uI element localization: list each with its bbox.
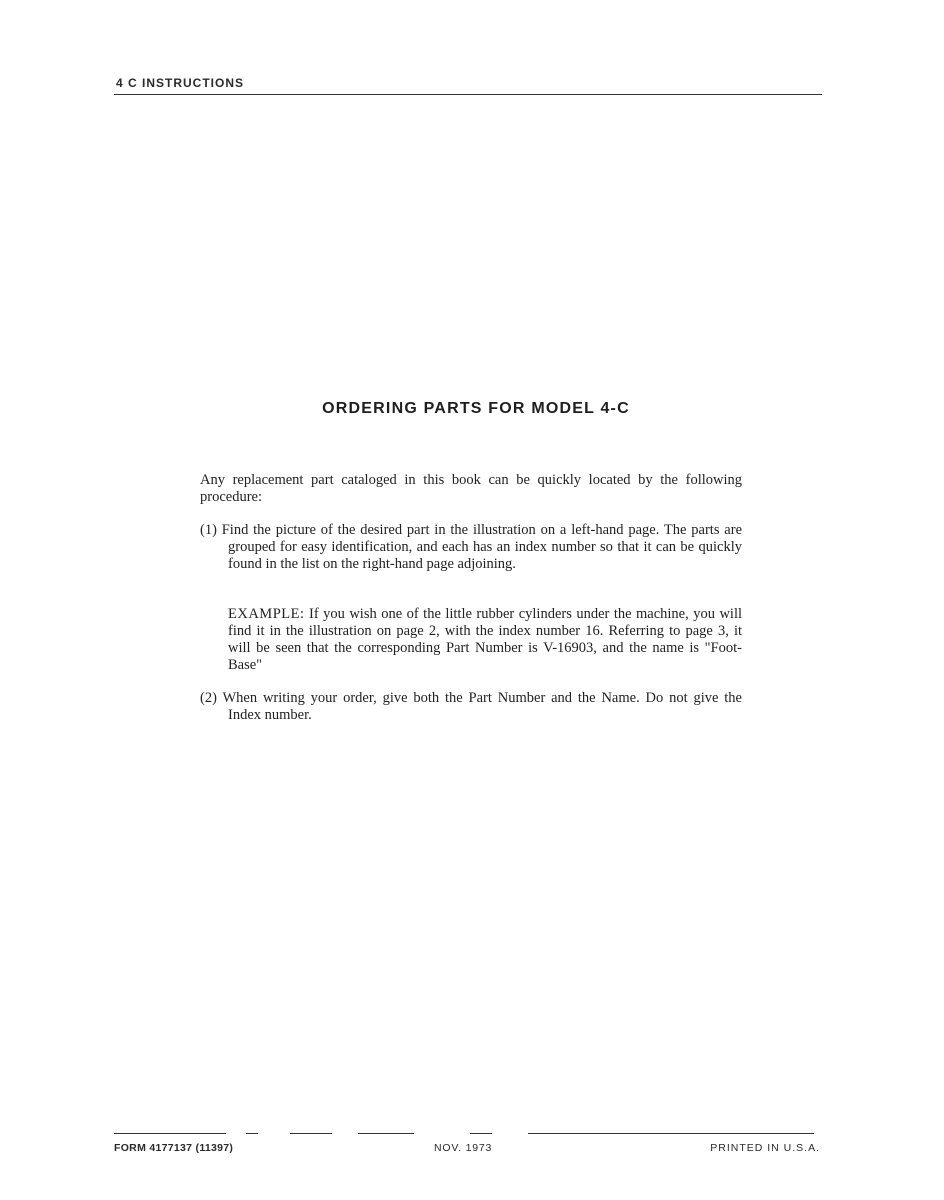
step-2-paragraph: (2) When writing your order, give both the Part Number and the Name. Do not give the Index number. <box>200 690 742 723</box>
footer-rule-segment <box>290 1133 332 1134</box>
footer-form-number: FORM 4177137 (11397) <box>114 1142 234 1154</box>
step-1-paragraph: (1) Find the picture of the desired part in the illustration on a left-hand page. The parts are grouped for easy identification, and each has an index number so that it can be quickly found in the list on the right-hand page adjoining. <box>200 522 742 572</box>
footer-rule-segment <box>358 1133 414 1134</box>
footer-rule-segment <box>246 1133 258 1134</box>
intro-paragraph: Any replacement part cataloged in this book can be quickly located by the following procedure: <box>200 472 742 505</box>
footer-date: NOV. 1973 <box>434 1142 493 1154</box>
header-label: 4 C INSTRUCTIONS <box>116 76 245 90</box>
footer-rule-segment <box>470 1133 492 1134</box>
header-rule <box>114 94 822 95</box>
footer-rule-segment <box>528 1133 814 1134</box>
footer-printed: PRINTED IN U.S.A. <box>710 1142 820 1154</box>
page-title: ORDERING PARTS FOR MODEL 4-C <box>322 400 630 417</box>
example-label: EXAMPLE: <box>228 606 305 622</box>
example-paragraph <box>228 606 742 674</box>
footer-rule-segment <box>114 1133 226 1134</box>
example-text: If you wish one of the little rubber cylinders under the machine, you will find it in the illustration on page 2, with the index number 16. Referring to page 3, it will be seen that the corresponding Part Number is V-16903, and the name is "Foot-Base" <box>228 606 742 673</box>
